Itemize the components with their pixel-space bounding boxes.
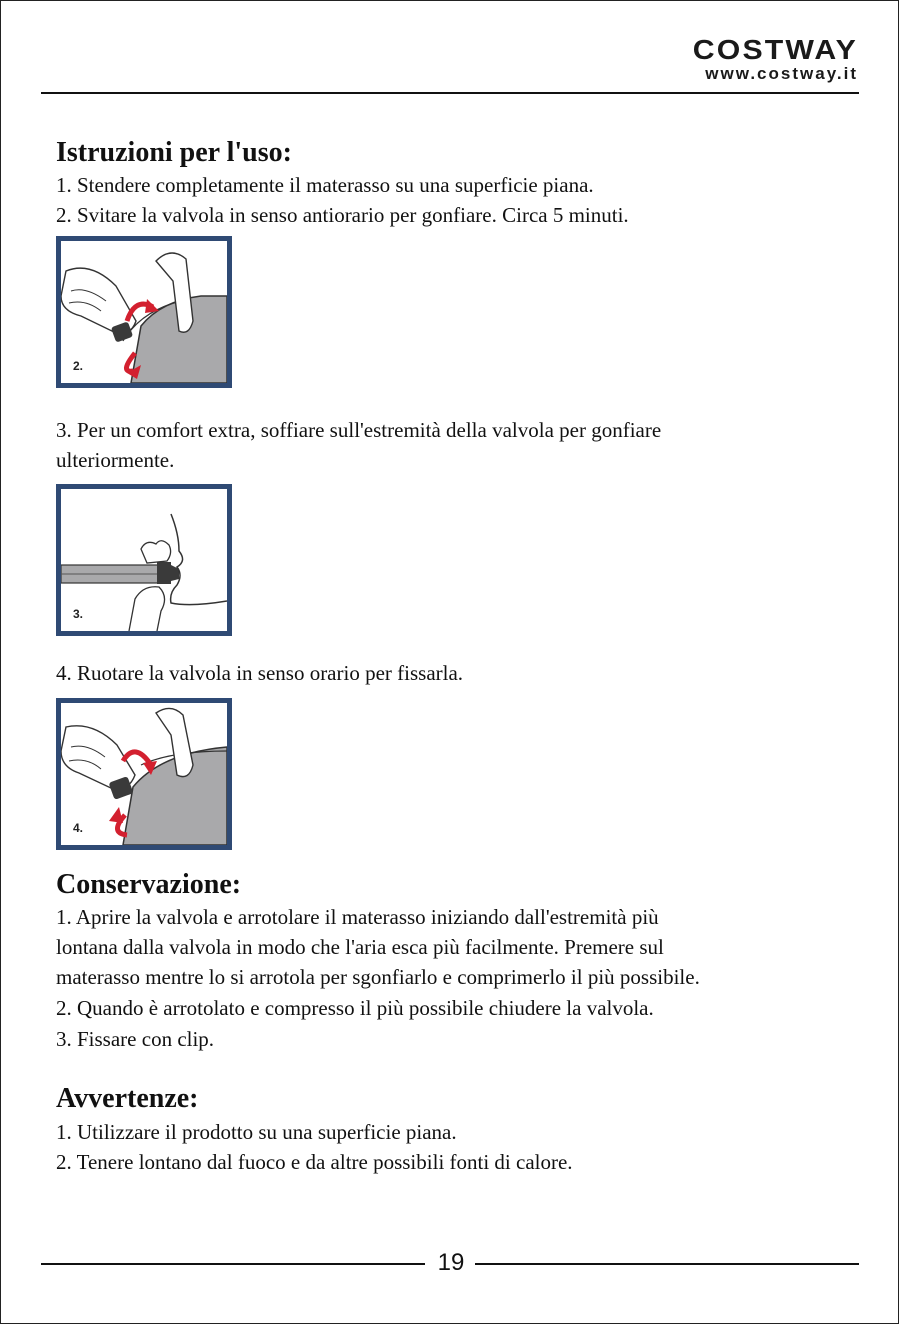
figure-unscrew-valve <box>56 236 232 388</box>
blow-valve-illustration <box>61 489 227 631</box>
usage-title: Istruzioni per l'uso: <box>56 137 292 168</box>
storage-title: Conservazione: <box>56 869 242 900</box>
warning-line-1: 1. Utilizzare il prodotto su una superficie piana. <box>56 1120 457 1144</box>
footer-divider-left <box>41 1263 425 1265</box>
storage-line-2: lontana dalla valvola in modo che l'aria esca più facilmente. Premere sul <box>56 935 664 959</box>
unscrew-valve-illustration <box>61 241 227 383</box>
usage-step-2: 2. Svitare la valvola in senso antiorario per gonfiare. Circa 5 minuti. <box>56 203 629 227</box>
footer-divider-right <box>475 1263 859 1265</box>
storage-line-1: 1. Aprire la valvola e arrotolare il materasso iniziando dall'estremità più <box>56 905 659 929</box>
figure-close-valve <box>56 698 232 850</box>
storage-line-3: materasso mentre lo si arrotola per sgonfiarlo e comprimerlo il più possibile. <box>56 965 700 989</box>
figure-blow-valve <box>56 484 232 636</box>
usage-step-3-continued: ulteriormente. <box>56 448 175 472</box>
warning-line-2: 2. Tenere lontano dal fuoco e da altre possibili fonti di calore. <box>56 1150 573 1174</box>
warnings-title: Avvertenze: <box>56 1083 199 1114</box>
page-number: 19 <box>437 1249 465 1276</box>
storage-line-5: 3. Fissare con clip. <box>56 1027 215 1051</box>
usage-step-1: 1. Stendere completamente il materasso su una superficie piana. <box>56 173 594 197</box>
header-divider <box>41 92 859 94</box>
usage-step-4: 4. Ruotare la valvola in senso orario per fissarla. <box>56 661 464 685</box>
figure-label: 4. <box>73 821 84 835</box>
storage-line-4: 2. Quando è arrotolato e compresso il più possibile chiudere la valvola. <box>56 996 654 1020</box>
figure-label: 2. <box>73 359 84 373</box>
brand-logo <box>692 34 858 83</box>
figure-label: 3. <box>73 607 84 621</box>
close-valve-illustration <box>61 703 227 845</box>
usage-step-3: 3. Per un comfort extra, soffiare sull'estremità della valvola per gonfiare <box>56 418 662 442</box>
brand-name: COSTWAY <box>692 34 858 65</box>
brand-url: www.costway.it <box>705 64 858 83</box>
